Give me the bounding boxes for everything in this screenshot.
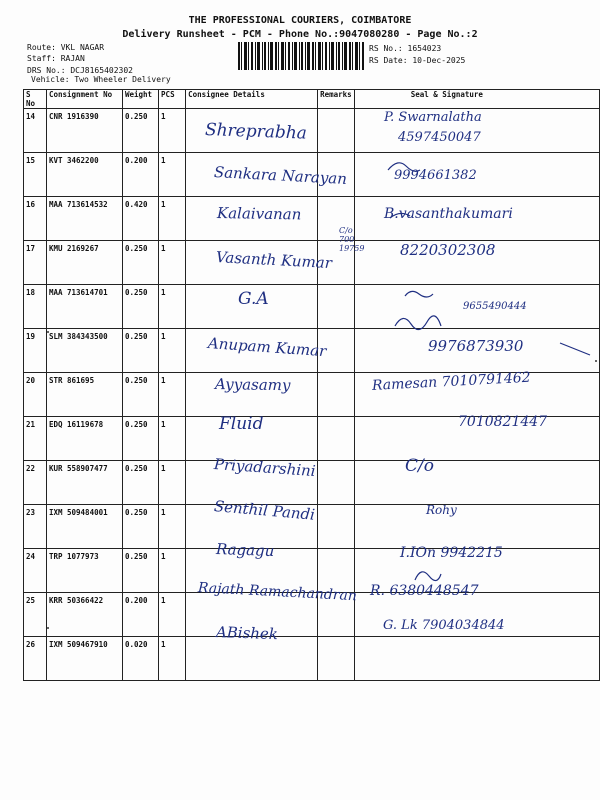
pcs-cell: 1 — [159, 417, 186, 461]
scan-speck — [47, 331, 49, 333]
col-header-pcs: PCS — [159, 90, 186, 109]
barcode-image — [238, 42, 365, 70]
handwritten-phone: 9976873930 — [428, 337, 524, 355]
handwritten-consignee: Vasanth Kumar — [215, 248, 333, 273]
weight-cell: 0.250 — [122, 329, 158, 373]
remarks-cell — [318, 285, 355, 329]
sno-cell: 17 — [24, 241, 47, 285]
consignment-cell: EDQ 16119678 — [46, 417, 122, 461]
handwritten-phone: 7010821447 — [458, 414, 548, 430]
staff-label: Staff: RAJAN — [27, 54, 85, 63]
signature-cell — [354, 505, 599, 549]
weight-cell: 0.250 — [122, 373, 158, 417]
rs-date: RS Date: 10-Dec-2025 — [369, 56, 466, 65]
remarks-cell — [318, 373, 355, 417]
weight-cell: 0.250 — [122, 285, 158, 329]
pcs-cell: 1 — [159, 637, 186, 681]
weight-cell: 0.420 — [122, 197, 158, 241]
sno-cell: 23 — [24, 505, 47, 549]
rs-number: RS No.: 1654023 — [369, 44, 442, 53]
handwritten-consignee: Senthil Pandi — [213, 497, 316, 524]
handwritten-signature: C/o — [405, 456, 434, 476]
handwritten-remark: C/o 700 19759 — [339, 226, 365, 253]
consignment-cell: KRR 50366422 — [46, 593, 122, 637]
consignment-cell: IXM 509484001 — [46, 505, 122, 549]
col-header-consignment: Consignment No — [46, 90, 122, 109]
sno-cell: 16 — [24, 197, 47, 241]
pcs-cell: 1 — [159, 197, 186, 241]
scan-speck — [595, 360, 597, 362]
pcs-cell: 1 — [159, 153, 186, 197]
sno-cell: 25 — [24, 593, 47, 637]
remarks-cell — [318, 417, 355, 461]
pcs-cell: 1 — [159, 505, 186, 549]
handwritten-consignee: Sankara Narayan — [213, 163, 348, 188]
weight-cell: 0.020 — [122, 637, 158, 681]
pcs-cell: 1 — [159, 549, 186, 593]
runsheet-subtitle: Delivery Runsheet - PCM - Phone No.:9047080280 - Page No.:2 — [122, 29, 478, 40]
sno-cell: 20 — [24, 373, 47, 417]
route-label: Route: VKL NAGAR — [27, 43, 105, 52]
consignment-cell: KMU 2169267 — [46, 241, 122, 285]
consignment-cell: SLM 384343500 — [46, 329, 122, 373]
sno-cell: 19 — [24, 329, 47, 373]
handwritten-phone: 4597450047 — [398, 130, 481, 145]
table-row — [24, 637, 600, 681]
handwritten-consignee: Priyadarshini — [213, 455, 317, 481]
consignment-cell: MAA 713614532 — [46, 197, 122, 241]
signature-cell — [354, 153, 599, 197]
table-row — [24, 109, 600, 153]
remarks-cell — [318, 637, 355, 681]
sno-cell: 18 — [24, 285, 47, 329]
handwritten-phone: 8220302308 — [400, 241, 496, 259]
consignment-cell: CNR 1916390 — [46, 109, 122, 153]
consignment-cell: IXM 509467910 — [46, 637, 122, 681]
col-header-weight: Weight — [122, 90, 158, 109]
signature-cell — [354, 461, 599, 505]
drs-number: DRS No.: DCJ8165402302 — [27, 66, 133, 75]
consignment-cell: KUR 558907477 — [46, 461, 122, 505]
col-header-consignee: Consignee Details — [186, 90, 318, 109]
sno-cell: 15 — [24, 153, 47, 197]
pcs-cell: 1 — [159, 373, 186, 417]
weight-cell: 0.250 — [122, 505, 158, 549]
handwritten-consignee: ABishek — [215, 623, 279, 644]
handwritten-phone: 9655490444 — [463, 301, 527, 312]
handwritten-consignee: G.A — [238, 289, 269, 309]
handwritten-phone: 9994661382 — [394, 168, 477, 183]
handwritten-phone: Ramesan 7010791462 — [371, 369, 532, 394]
remarks-cell — [318, 505, 355, 549]
handwritten-consignee: Kalaivanan — [216, 204, 302, 224]
handwritten-consignee: Fluid — [219, 414, 264, 434]
handwritten-signature: P. Swarnalatha — [384, 110, 482, 125]
handwritten-consignee: Anupam Kumar — [207, 334, 327, 361]
handwritten-signature: B.vasanthakumari — [384, 206, 513, 222]
col-header-remarks: Remarks — [318, 90, 355, 109]
pcs-cell: 1 — [159, 461, 186, 505]
handwritten-consignee: Ragagu — [215, 540, 275, 561]
scan-speck — [47, 627, 49, 629]
weight-cell: 0.250 — [122, 461, 158, 505]
weight-cell: 0.200 — [122, 153, 158, 197]
sno-cell: 21 — [24, 417, 47, 461]
sno-cell: 26 — [24, 637, 47, 681]
remarks-cell — [318, 461, 355, 505]
sno-cell: 14 — [24, 109, 47, 153]
sno-cell: 24 — [24, 549, 47, 593]
col-header-sno: S No — [24, 90, 47, 109]
sno-cell: 22 — [24, 461, 47, 505]
consignment-cell: MAA 713614701 — [46, 285, 122, 329]
pcs-cell: 1 — [159, 241, 186, 285]
signature-cell — [354, 637, 599, 681]
pcs-cell: 1 — [159, 329, 186, 373]
weight-cell: 0.250 — [122, 549, 158, 593]
pcs-cell: 1 — [159, 109, 186, 153]
handwritten-phone: R. 6380448547 — [370, 583, 479, 599]
handwritten-signature: Rohy — [426, 503, 457, 517]
consignment-cell: TRP 1077973 — [46, 549, 122, 593]
weight-cell: 0.250 — [122, 241, 158, 285]
handwritten-consignee: Rajath Ramachandran — [197, 580, 358, 605]
consignee-cell — [186, 637, 318, 681]
handwritten-consignee: Shreprabha — [204, 120, 308, 144]
vehicle-label: Vehicle: Two Wheeler Delivery — [31, 75, 171, 84]
consignment-cell: STR 861695 — [46, 373, 122, 417]
pcs-cell: 1 — [159, 593, 186, 637]
pcs-cell: 1 — [159, 285, 186, 329]
handwritten-phone: I.IOn 9942215 — [400, 545, 503, 561]
consignment-cell: KVT 3462200 — [46, 153, 122, 197]
handwritten-phone: G. Lk 7904034844 — [383, 618, 505, 633]
table-header-row — [24, 90, 600, 109]
remarks-cell — [318, 109, 355, 153]
weight-cell: 0.250 — [122, 417, 158, 461]
table-row — [24, 197, 600, 241]
weight-cell: 0.250 — [122, 109, 158, 153]
col-header-signature: Seal & Signature — [354, 90, 599, 109]
company-title: THE PROFESSIONAL COURIERS, COIMBATORE — [188, 15, 412, 26]
handwritten-consignee: Ayyasamy — [214, 375, 291, 395]
weight-cell: 0.200 — [122, 593, 158, 637]
